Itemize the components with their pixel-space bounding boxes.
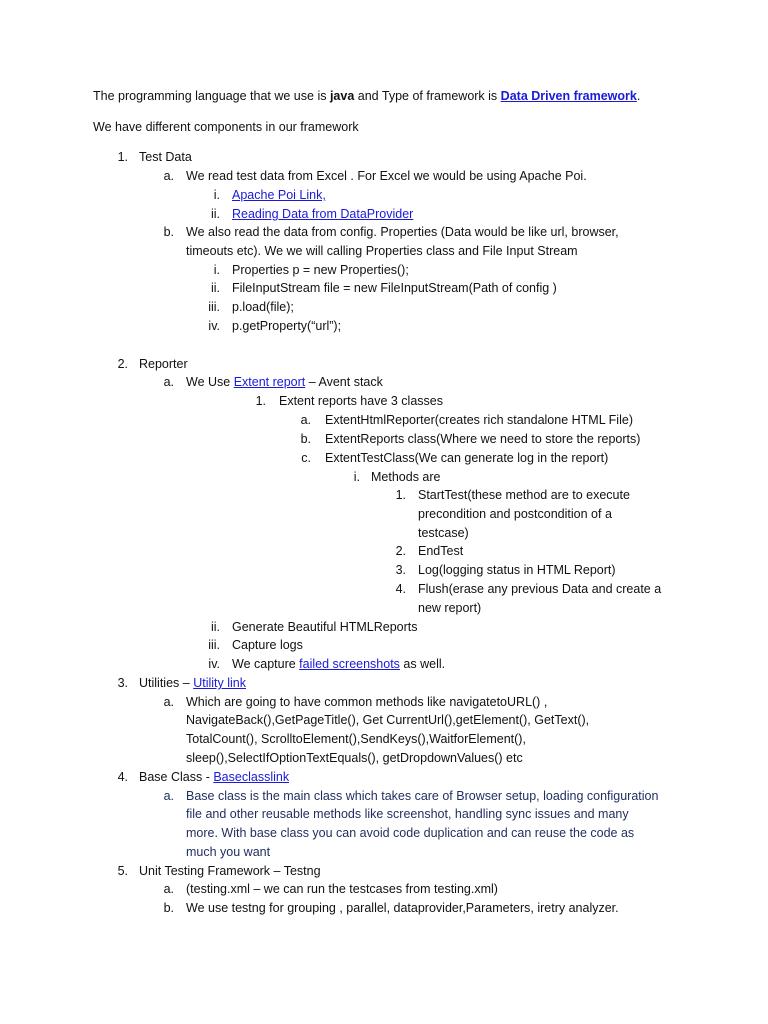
list-letter: c. bbox=[301, 451, 311, 465]
list-item: precondition and postcondition of a bbox=[418, 507, 612, 521]
list-item: ExtentTestClass(We can generate log in the report) bbox=[325, 451, 609, 465]
failed-screenshots-link[interactable]: failed screenshots bbox=[299, 657, 400, 671]
list-letter: a. bbox=[163, 375, 174, 389]
list-item: Extent reports have 3 classes bbox=[279, 394, 443, 408]
list-text: as well. bbox=[399, 657, 446, 671]
list-letter: a. bbox=[163, 695, 174, 709]
language-name: java bbox=[329, 89, 355, 103]
list-item: Base class is the main class which takes care of Browser setup, loading configuration bbox=[186, 789, 659, 803]
list-item: new report) bbox=[418, 601, 482, 615]
list-item: testcase) bbox=[418, 526, 469, 540]
list-item: We read test data from Excel . For Excel we would be using Apache Poi. bbox=[186, 169, 587, 183]
list-roman: i. bbox=[353, 470, 360, 484]
list-item: StartTest(these method are to execute bbox=[418, 488, 630, 502]
list-item: TotalCount(), ScrolltoElement(),SendKeys(),WaitforElement(), bbox=[186, 732, 526, 746]
list-letter: a. bbox=[163, 882, 174, 896]
list-text: We capture bbox=[232, 657, 300, 671]
list-item: EndTest bbox=[418, 544, 464, 558]
list-roman: iii. bbox=[208, 300, 220, 314]
list-letter: b. bbox=[300, 432, 311, 446]
list-letter: b. bbox=[163, 901, 174, 915]
section-title-unit-testing: Unit Testing Framework – Testng bbox=[139, 864, 321, 878]
list-roman: i. bbox=[213, 263, 220, 277]
list-item: more. With base class you can avoid code duplication and can reuse the code as bbox=[186, 826, 635, 840]
list-number: 2. bbox=[117, 357, 128, 371]
list-number: 2. bbox=[395, 544, 406, 558]
list-roman: ii. bbox=[210, 207, 220, 221]
list-item: ExtentReports class(Where we need to store the reports) bbox=[325, 432, 641, 446]
list-roman: i. bbox=[213, 188, 220, 202]
list-item: We also read the data from config. Properties (Data would be like url, browser, bbox=[186, 225, 619, 239]
code-line: FileInputStream file = new FileInputStream(Path of config ) bbox=[232, 281, 557, 295]
list-number: 5. bbox=[117, 864, 128, 878]
section-title-text: Base Class - bbox=[139, 770, 214, 784]
baseclass-link[interactable]: Baseclasslink bbox=[213, 770, 290, 784]
section-title-base-class bbox=[139, 768, 289, 786]
intro-text: . bbox=[636, 89, 641, 103]
list-text: We Use bbox=[186, 375, 234, 389]
list-number: 3. bbox=[117, 676, 128, 690]
section-title-utilities bbox=[139, 674, 246, 692]
intro-paragraph bbox=[93, 87, 640, 105]
list-letter: a. bbox=[163, 169, 174, 183]
components-paragraph: We have different components in our framework bbox=[93, 120, 359, 134]
intro-text: and Type of framework is bbox=[354, 89, 501, 103]
section-title-test-data: Test Data bbox=[139, 150, 192, 164]
list-item: sleep(),SelectIfOptionTextEquals(), getDropdownValues() etc bbox=[186, 751, 523, 765]
list-number: 3. bbox=[395, 563, 406, 577]
list-item: Generate Beautiful HTMLReports bbox=[232, 620, 418, 634]
list-item: much you want bbox=[186, 845, 271, 859]
list-item: Log(logging status in HTML Report) bbox=[418, 563, 616, 577]
list-text: – Avent stack bbox=[305, 375, 383, 389]
list-number: 4. bbox=[395, 582, 406, 596]
list-item bbox=[232, 655, 445, 673]
list-item: We use testng for grouping , parallel, dataprovider,Parameters, iretry analyzer. bbox=[186, 901, 619, 915]
list-roman: iv. bbox=[208, 319, 220, 333]
list-item bbox=[186, 373, 383, 391]
list-item: Flush(erase any previous Data and create a bbox=[418, 582, 662, 596]
list-item: (testing.xml – we can run the testcases from testing.xml) bbox=[186, 882, 498, 896]
list-number: 1. bbox=[395, 488, 406, 502]
list-letter: b. bbox=[163, 225, 174, 239]
list-number: 1. bbox=[117, 150, 128, 164]
section-title-reporter: Reporter bbox=[139, 357, 188, 371]
list-number: 1. bbox=[255, 394, 266, 408]
list-item: NavigateBack(),GetPageTitle(), Get CurrentUrl(),getElement(), GetText(), bbox=[186, 713, 590, 727]
code-line: p.load(file); bbox=[232, 300, 294, 314]
list-item: Methods are bbox=[371, 470, 441, 484]
list-item: ExtentHtmlReporter(creates rich standalone HTML File) bbox=[325, 413, 633, 427]
list-number: 4. bbox=[117, 770, 128, 784]
intro-text: The programming language that we use is bbox=[93, 89, 330, 103]
extent-report-link[interactable]: Extent report bbox=[233, 375, 306, 389]
list-item: file and other reusable methods like screenshot, handling sync issues and many bbox=[186, 807, 629, 821]
section-title-text: Utilities – bbox=[139, 676, 194, 690]
list-roman: ii. bbox=[210, 281, 220, 295]
code-line: p.getProperty(“url”); bbox=[232, 319, 342, 333]
data-driven-framework-link[interactable]: Data Driven framework bbox=[500, 89, 637, 103]
list-roman: iii. bbox=[208, 638, 220, 652]
utility-link[interactable]: Utility link bbox=[193, 676, 246, 690]
list-item: Which are going to have common methods like navigatetoURL() , bbox=[186, 695, 548, 709]
code-line: Properties p = new Properties(); bbox=[232, 263, 409, 277]
list-roman: ii. bbox=[210, 620, 220, 634]
reading-data-link[interactable]: Reading Data from DataProvider bbox=[232, 207, 414, 221]
apache-poi-link[interactable]: Apache Poi Link, bbox=[232, 188, 326, 202]
list-roman: iv. bbox=[208, 657, 220, 671]
list-letter: a. bbox=[163, 789, 174, 803]
list-item: timeouts etc). We we will calling Properties class and File Input Stream bbox=[186, 244, 578, 258]
list-letter: a. bbox=[300, 413, 311, 427]
list-item: Capture logs bbox=[232, 638, 303, 652]
